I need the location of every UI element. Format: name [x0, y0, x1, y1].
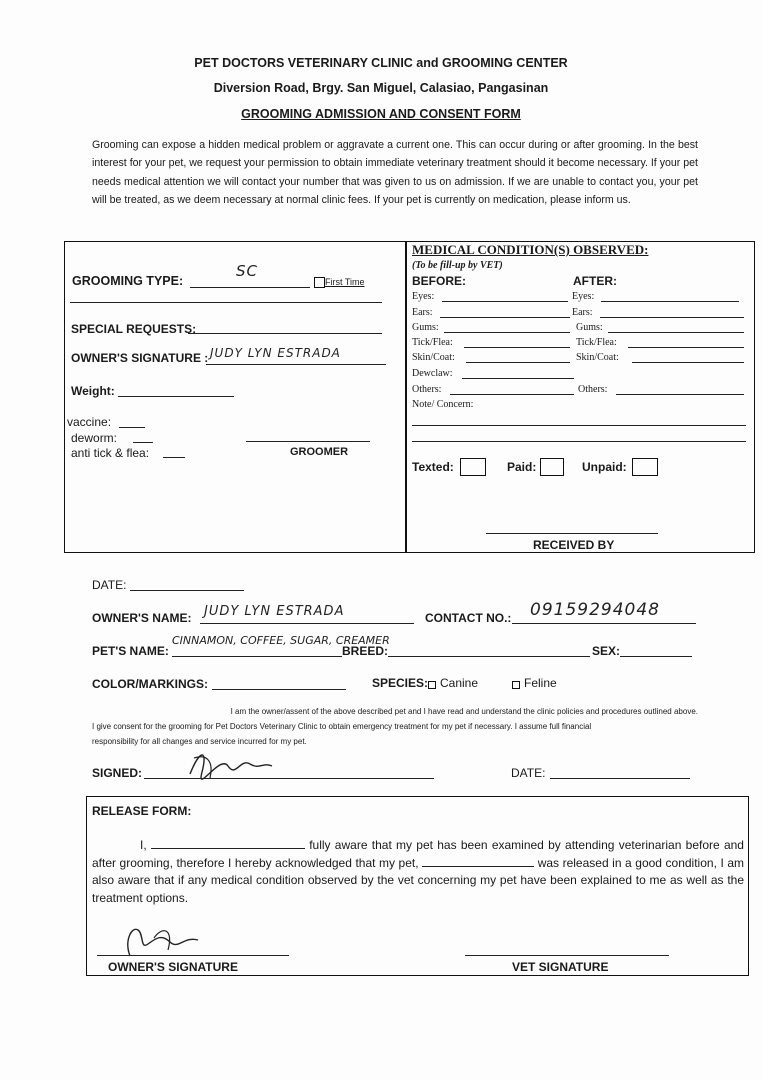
owner-signature-line	[206, 364, 386, 365]
release-paragraph	[92, 837, 744, 907]
medical-subtitle: (To be fill-up by VET)	[412, 260, 503, 271]
before-skin-coat: Skin/Coat:	[412, 352, 455, 363]
contact-label: CONTACT NO.:	[425, 611, 512, 625]
unpaid-checkbox[interactable]	[632, 458, 658, 476]
breed-line	[388, 656, 590, 657]
vaccine-line	[119, 427, 145, 428]
before-gums: Gums:	[412, 322, 439, 333]
before-eyes-line	[442, 301, 568, 302]
species-label: SPECIES:	[372, 676, 429, 690]
before-tick-flea: Tick/Flea:	[412, 337, 453, 348]
grooming-type-label: GROOMING TYPE:	[72, 274, 184, 288]
groomer-label: GROOMER	[290, 446, 349, 458]
before-label: BEFORE:	[412, 274, 466, 288]
grooming-extra-line	[70, 302, 382, 303]
breed-label: BREED:	[342, 644, 389, 658]
owner-name-value[interactable]: JUDY LYN ESTRADA	[204, 604, 345, 619]
signed-label: SIGNED:	[92, 766, 143, 780]
pet-name-label: PET'S NAME:	[92, 644, 169, 658]
clinic-address: Diversion Road, Brgy. San Miguel, Calasiao, Pangasinan	[213, 81, 549, 95]
note-line-2	[412, 441, 746, 442]
others-after-line	[616, 394, 744, 395]
after-eyes-line	[601, 301, 739, 302]
vet-sig-line	[465, 955, 669, 956]
feline-label: Feline	[524, 676, 557, 690]
contact-line	[512, 623, 696, 624]
before-gums-line	[444, 332, 570, 333]
others-before-label: Others:	[412, 384, 442, 395]
first-time-checkbox[interactable]	[314, 277, 325, 288]
paid-label: Paid:	[507, 460, 537, 474]
special-requests-label: SPECIAL REQUESTS:	[71, 322, 197, 336]
after-skin-coat: Skin/Coat:	[576, 352, 619, 363]
sex-label: SEX:	[592, 644, 621, 658]
note-line-1	[412, 425, 746, 426]
medical-title: MEDICAL CONDITION(S) OBSERVED:	[412, 242, 649, 257]
clinic-name: PET DOCTORS VETERINARY CLINIC and GROOMING CENTER	[194, 56, 568, 70]
weight-label: Weight:	[71, 384, 115, 398]
feline-checkbox[interactable]	[512, 681, 520, 689]
texted-label: Texted:	[412, 460, 454, 474]
box-divider	[405, 241, 407, 553]
groomer-line	[246, 441, 370, 442]
after-tick-flea-line	[628, 347, 744, 348]
grooming-type-line	[190, 287, 310, 288]
texted-checkbox[interactable]	[460, 458, 486, 476]
weight-line	[118, 396, 234, 397]
owner-handwritten-signature	[180, 744, 280, 784]
after-skin-coat-line	[632, 362, 744, 363]
before-ears-line	[440, 317, 570, 318]
antitick-label: anti tick & flea:	[71, 446, 150, 460]
after-gums: Gums:	[576, 322, 603, 333]
before-tick-flea-line	[464, 347, 570, 348]
grooming-type-value[interactable]: SC	[236, 262, 258, 280]
special-requests-line	[188, 333, 382, 334]
date-line	[130, 590, 244, 591]
consent-line-2: I give consent for the grooming for Pet Doctors Veterinary Clinic to obtain emergency treatment for my pet if necessary. I assume full financial	[92, 722, 592, 731]
form-title: GROOMING ADMISSION AND CONSENT FORM	[241, 107, 521, 121]
canine-checkbox[interactable]	[428, 681, 436, 689]
deworm-line	[133, 442, 153, 443]
unpaid-label: Unpaid:	[582, 460, 627, 474]
color-markings-label: COLOR/MARKINGS:	[92, 677, 208, 691]
before-eyes: Eyes:	[412, 291, 435, 302]
date-label: DATE:	[92, 578, 127, 592]
before-skin-coat-line	[466, 362, 570, 363]
contact-value[interactable]: 09159294048	[530, 600, 660, 620]
vet-sig-label: VET SIGNATURE	[512, 960, 609, 974]
others-before-line	[450, 394, 574, 395]
antitick-line	[163, 457, 185, 458]
dewclaw-line	[462, 378, 574, 379]
after-ears-line	[600, 317, 744, 318]
release-i: I,	[140, 838, 147, 852]
owner-sig-line	[97, 955, 289, 956]
owner-name-label: OWNER'S NAME:	[92, 611, 192, 625]
paid-checkbox[interactable]	[540, 458, 564, 476]
received-by-label: RECEIVED BY	[533, 538, 615, 552]
deworm-label: deworm:	[71, 431, 118, 445]
release-text-2: was released in a good condition, I am also aware that if any medical condition observed by the vet concerning my pet have been explained to me as well as the treatment options.	[92, 855, 744, 905]
others-after-label: Others:	[578, 384, 608, 395]
consent-line-3: responsibility for all changes and service incurred for my pet.	[92, 737, 307, 746]
owner-name-line	[200, 623, 414, 624]
canine-label: Canine	[440, 676, 479, 690]
received-by-line	[486, 533, 658, 534]
after-gums-line	[608, 332, 744, 333]
release-text-1: fully aware that my pet has been examined by attending veterinarian before and after grooming, therefore I hereby acknowledged that my pet,	[92, 838, 744, 870]
pet-name-line	[172, 656, 342, 657]
release-title: RELEASE FORM:	[92, 804, 192, 818]
after-label: AFTER:	[573, 274, 617, 288]
note-concern-label: Note/ Concern:	[412, 399, 474, 410]
consent-line-1: I am the owner/assent of the above described pet and I have read and understand the clinic policies and procedures outlined above.	[230, 707, 698, 716]
date2-label: DATE:	[511, 766, 546, 780]
pet-name-value[interactable]: CINNAMON, COFFEE, SUGAR, CREAMER	[172, 634, 390, 647]
date2-line	[550, 778, 690, 779]
owner-signature-value[interactable]: JUDY LYN ESTRADA	[210, 346, 341, 360]
owner-sig-label: OWNER'S SIGNATURE	[108, 960, 238, 974]
color-markings-line	[212, 689, 346, 690]
after-eyes: Eyes:	[572, 291, 595, 302]
after-ears: Ears:	[572, 307, 593, 318]
vaccine-label: vaccine:	[67, 415, 112, 429]
after-tick-flea: Tick/Flea:	[576, 337, 617, 348]
before-ears: Ears:	[412, 307, 433, 318]
owner-signature-label: OWNER'S SIGNATURE :	[71, 351, 209, 365]
first-time-label: First Time	[325, 277, 365, 287]
sex-line	[620, 656, 692, 657]
dewclaw-label: Dewclaw:	[412, 368, 453, 379]
intro-paragraph: Grooming can expose a hidden medical problem or aggravate a current one. This can occur during or after grooming. In the best interest for your pet, we request your permission to obtain immediate veterinary treatment should it become necessary. If your pet needs medical attention we will contact your number that was given to us on admission. If we are unable to contact you, your pet will be treated, as we deem necessary at normal clinic fees. If your pet is currently on medication, please inform us.	[92, 139, 698, 207]
